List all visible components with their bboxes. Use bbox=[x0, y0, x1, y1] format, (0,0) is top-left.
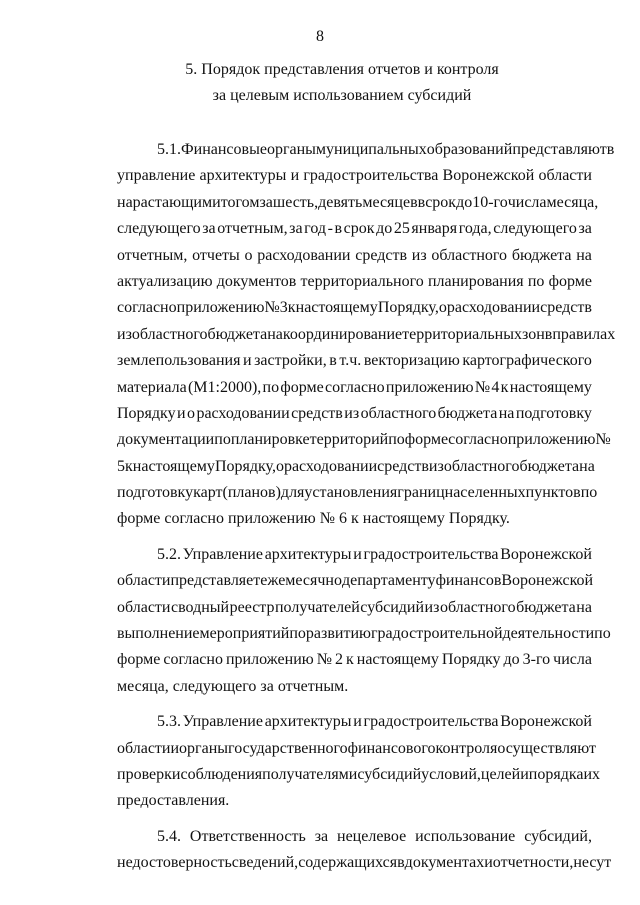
text-line: нарастающим итогом за шесть, девять месяцев в срок до 10-го числа месяца, bbox=[117, 193, 599, 211]
text-line: проверки соблюдения получателями субсидий условий, целей и порядка их bbox=[117, 765, 601, 783]
text-line: 5.4. Ответственность за нецелевое использование субсидий, bbox=[157, 827, 592, 845]
text-line: управление архитектуры и градостроительства Воронежской области bbox=[117, 167, 592, 185]
text-line: форме согласно приложению № 2 к настоящему Порядку до 3-го числа bbox=[117, 651, 592, 669]
paragraph-5-4 bbox=[117, 824, 612, 877]
text-line: 5.3. Управление архитектуры и градостроительства Воронежской bbox=[157, 713, 592, 731]
page-number: 8 bbox=[316, 28, 324, 45]
text-line: недостоверность сведений, содержащихся в документах и отчетности, несут bbox=[117, 854, 612, 872]
text-line: следующего за отчетным, за год - в срок до 25 января года, следующего за bbox=[117, 220, 592, 238]
text-line: отчетным, отчеты о расходовании средств из областного бюджета на bbox=[117, 246, 592, 264]
text-line: из областного бюджета на координирование территориальных зон в правилах bbox=[117, 325, 616, 343]
text-line: 5.1. Финансовые органы муниципальных образований представляют в bbox=[157, 141, 615, 158]
text-line: документации по планировке территорий по форме согласно приложению № bbox=[117, 431, 611, 449]
text-line: землепользования и застройки, в т.ч. векторизацию картографического bbox=[117, 352, 592, 370]
text-line: области сводный реестр получателей субсидий из областного бюджета на bbox=[117, 598, 592, 616]
section-title-line-1: 5. Порядок представления отчетов и контроля bbox=[185, 61, 499, 78]
text-line: 5.2. Управление архитектуры и градостроительства Воронежской bbox=[157, 545, 592, 563]
text-line: форме согласно приложению № 6 к настоящему Порядку. bbox=[117, 510, 510, 528]
text-line: области представляет ежемесячно департаменту финансов Воронежской bbox=[117, 572, 594, 590]
text-line: месяца, следующего за отчетным. bbox=[117, 677, 349, 695]
paragraph-5-3 bbox=[117, 709, 601, 815]
text-line: 5 к настоящему Порядку, о расходовании средств из областного бюджета на bbox=[117, 457, 595, 475]
text-line: актуализацию документов территориального планирования по форме bbox=[117, 272, 592, 290]
text-line: согласно приложению № 3 к настоящему Порядку, о расходовании средств bbox=[117, 299, 592, 317]
paragraph-5-1 bbox=[117, 137, 616, 533]
text-line: материала (М1:2000), по форме согласно приложению № 4 к настоящему bbox=[117, 378, 592, 396]
section-title-line-2: за целевым использованием субсидий bbox=[212, 87, 472, 104]
section-title bbox=[92, 57, 592, 109]
paragraph-5-2 bbox=[117, 542, 611, 700]
text-line: Порядку и о расходовании средств из областного бюджета на подготовку bbox=[117, 404, 592, 422]
text-line: выполнение мероприятий по развитию градостроительной деятельности по bbox=[117, 625, 611, 643]
text-line: предоставления. bbox=[117, 792, 230, 810]
document-body bbox=[117, 137, 616, 877]
text-line: области и органы государственного финансового контроля осуществляют bbox=[117, 739, 597, 757]
text-line: подготовку карт (планов) для установления границ населенных пунктов по bbox=[117, 484, 598, 502]
